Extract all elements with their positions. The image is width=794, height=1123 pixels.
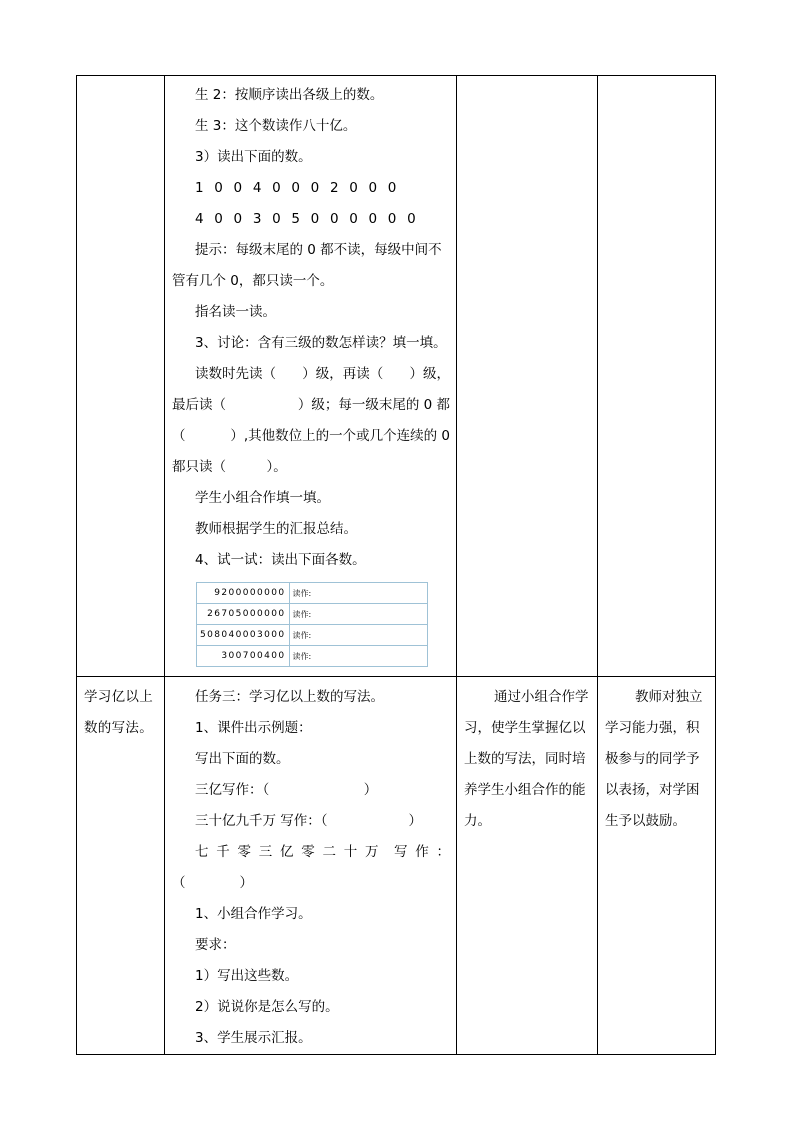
text-line: 3）读出下面的数。 bbox=[195, 149, 312, 165]
fill-part: ）级，再读（ bbox=[302, 366, 384, 382]
evaluation-cell bbox=[598, 76, 716, 677]
fill-part: ）级， bbox=[409, 366, 450, 382]
char: 零 bbox=[301, 844, 315, 860]
exercise-row bbox=[197, 583, 428, 604]
text-line: 3、讨论：含有三级的数怎样读？填一填。 bbox=[195, 335, 447, 351]
read-as-label: 读作: bbox=[289, 625, 427, 646]
exercise-number: 508040003000 bbox=[197, 625, 290, 646]
fill-part: ）,其他数位上的一个或几个连续的 0 bbox=[230, 428, 450, 444]
char: 十 bbox=[343, 844, 358, 860]
char: 亿 bbox=[280, 844, 294, 860]
text-line: 三十亿九千万 写作：（ ） bbox=[195, 813, 423, 829]
exercise-row bbox=[197, 646, 428, 667]
char: 二 bbox=[322, 844, 336, 860]
number-line: 1 0 0 4 0 0 0 2 0 0 0 bbox=[195, 180, 400, 196]
fill-part: ）级；每一级末尾的 0 都 bbox=[297, 397, 450, 413]
text-line: 指名读一读。 bbox=[195, 304, 276, 320]
text-line: 教师根据学生的汇报总结。 bbox=[195, 521, 357, 537]
intent-text: 通过小组合作学习，使学生掌握亿以上数的写法，同时培养学生小组合作的能力。 bbox=[464, 689, 589, 829]
text-line: 三亿写作：（ ） bbox=[195, 782, 378, 798]
exercise-number: 26705000000 bbox=[197, 604, 290, 625]
char: 写 bbox=[394, 844, 408, 860]
fill-part: 最后读（ bbox=[172, 397, 226, 413]
text-line: 3、学生展示汇报。 bbox=[195, 1030, 312, 1046]
fill-part: （ bbox=[172, 428, 186, 444]
text-line: 4、试一试：读出下面各数。 bbox=[195, 552, 366, 568]
evaluation-cell bbox=[598, 677, 716, 1055]
text-line: 要求： bbox=[195, 937, 236, 953]
read-as-label: 读作: bbox=[289, 583, 427, 604]
text-line: 1、小组合作学习。 bbox=[195, 906, 312, 922]
fill-line bbox=[165, 421, 456, 452]
stage-cell bbox=[77, 76, 165, 677]
text-line: 学生小组合作填一填。 bbox=[195, 490, 330, 506]
text-line: 2）说说你是怎么写的。 bbox=[195, 999, 339, 1015]
char: 千 bbox=[216, 844, 230, 860]
text-line: 生 2：按顺序读出各级上的数。 bbox=[195, 87, 384, 103]
write-line: （ ） bbox=[172, 875, 253, 891]
fill-line bbox=[165, 359, 456, 390]
exercise-number: 300700400 bbox=[197, 646, 290, 667]
lesson-table bbox=[76, 75, 716, 1055]
hint-line: 管有几个 0，都只读一个。 bbox=[172, 273, 334, 289]
number-line: 4 0 0 3 0 5 0 0 0 0 0 0 bbox=[195, 211, 419, 227]
text-line: 生 3：这个数读作八十亿。 bbox=[195, 118, 357, 134]
read-as-label: 读作: bbox=[289, 604, 427, 625]
char: 七 bbox=[195, 844, 209, 860]
text-line: 任务三：学习亿以上数的写法。 bbox=[195, 689, 384, 705]
exercise-row bbox=[197, 625, 428, 646]
evaluation-text: 教师对独立学习能力强，积极参与的同学予以表扬，对学困生予以鼓励。 bbox=[605, 689, 703, 829]
exercise-row bbox=[197, 604, 428, 625]
char: 零 bbox=[237, 844, 251, 860]
fill-part: 读数时先读（ bbox=[195, 366, 276, 382]
process-cell bbox=[165, 677, 457, 1055]
text-line: 1、课件出示例题： bbox=[195, 720, 312, 736]
char: 作 bbox=[415, 844, 429, 860]
intent-cell bbox=[457, 677, 598, 1055]
table-row bbox=[77, 677, 716, 1055]
char: 万 bbox=[365, 844, 379, 860]
read-as-label: 读作: bbox=[289, 646, 427, 667]
fill-line bbox=[165, 390, 456, 421]
text-line: 写出下面的数。 bbox=[195, 751, 290, 767]
table-row bbox=[77, 76, 716, 677]
fill-line: 都只读（ ）。 bbox=[172, 459, 287, 475]
stage-cell bbox=[77, 677, 165, 1055]
hint-line: 提示：每级末尾的 0 都不读，每级中间不 bbox=[195, 242, 442, 258]
write-line bbox=[165, 837, 456, 868]
char: 三 bbox=[258, 844, 273, 860]
exercise-table bbox=[196, 582, 428, 667]
text-line: 1）写出这些数。 bbox=[195, 968, 299, 984]
stage-text: 学习亿以上数的写法。 bbox=[84, 689, 153, 736]
char: ： bbox=[436, 844, 450, 860]
intent-cell bbox=[457, 76, 598, 677]
exercise-number: 9200000000 bbox=[197, 583, 290, 604]
process-cell bbox=[165, 76, 457, 677]
